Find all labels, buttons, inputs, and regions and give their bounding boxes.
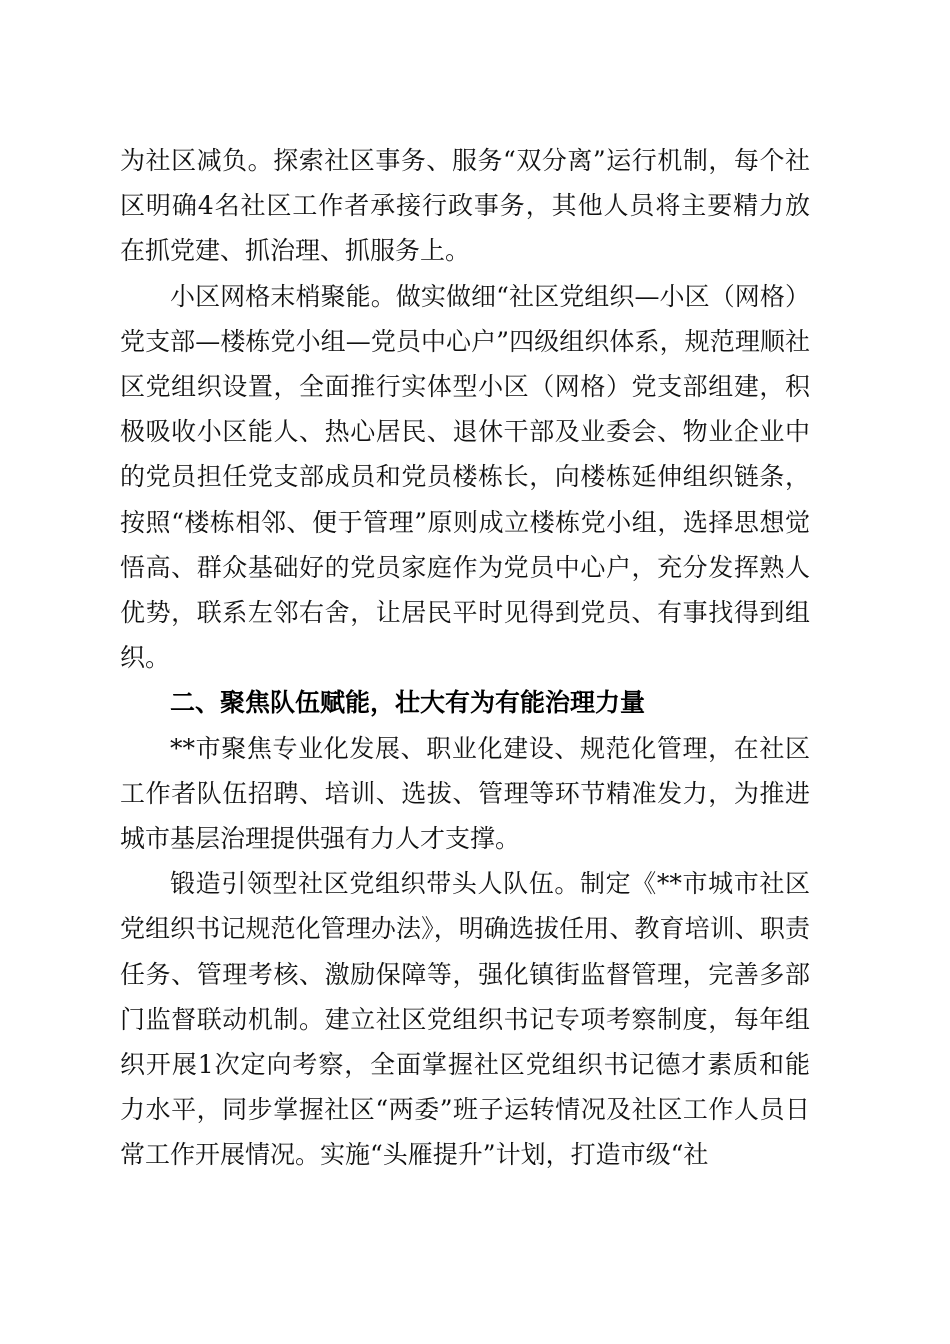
paragraph-team-intro: **市聚焦专业化发展、职业化建设、规范化管理，在社区工作者队伍招聘、培训、选拔、管理等环节精准发力，为推进城市基层治理提供强有力人才支撑。 xyxy=(120,733,810,854)
document-body xyxy=(120,138,810,1178)
paragraph-continued: 为社区减负。探索社区事务、服务“双分离”运行机制，每个社区明确4名社区工作者承接行政事务，其他人员将主要精力放在抓党建、抓治理、抓服务上。 xyxy=(120,146,810,266)
section-heading: 二、聚焦队伍赋能，壮大有为有能治理力量 xyxy=(170,688,646,718)
paragraph-leader-team: 锻造引领型社区党组织带头人队伍。制定《**市城市社区党组织书记规范化管理办法》，明确选拔任用、教育培训、职责任务、管理考核、激励保障等，强化镇街监督管理，完善多部门监督联动机制。建立社区党组织书记专项考察制度，每年组织开展1次定向考察，全面掌握社区党组织书记德才素质和能力水平，同步掌握社区“两委”班子运转情况及社区工作人员日常工作开展情况。实施“头雁提升”计划，打造市级“社 xyxy=(120,869,810,1170)
paragraph-community-grid: 小区网格末梢聚能。做实做细“社区党组织—小区（网格）党支部—楼栋党小组—党员中心户”四级组织体系，规范理顺社区党组织设置，全面推行实体型小区（网格）党支部组建，积极吸收小区能人、热心居民、退休干部及业委会、物业企业中的党员担任党支部成员和党员楼栋长，向楼栋延伸组织链条，按照“楼栋相邻、便于管理”原则成立楼栋党小组，选择思想觉悟高、群众基础好的党员家庭作为党员中心户，充分发挥熟人优势，联系左邻右舍，让居民平时见得到党员、有事找得到组织。 xyxy=(120,281,810,673)
